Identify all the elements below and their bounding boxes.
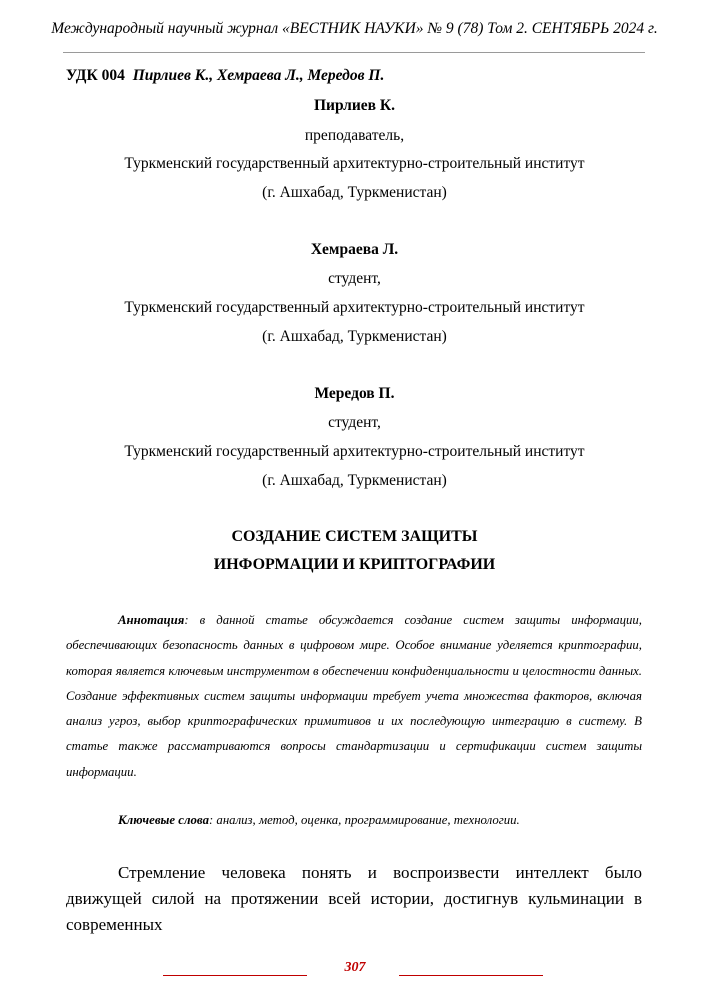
abstract [66, 608, 642, 785]
author-name: Пирлиев К. [313, 97, 396, 114]
page-number: 307 [344, 960, 366, 975]
article-title-line-1: СОЗДАНИЕ СИСТЕМ ЗАЩИТЫ [231, 528, 478, 545]
keywords-label: Ключевые слова [118, 813, 209, 827]
udk-label: УДК 004 [66, 67, 125, 84]
author-name: Мередов П. [314, 385, 395, 402]
header-rule [63, 52, 645, 53]
keywords-text: : анализ, метод, оценка, программирование, технологии. [208, 813, 520, 827]
footer-rule-right [399, 975, 543, 976]
author-institution: Туркменский государственный архитектурно-строительный институт [124, 299, 585, 316]
journal-header: Международный научный журнал «ВЕСТНИК НАУКИ» № 9 (78) Том 2. СЕНТЯБРЬ 2024 г. [51, 20, 658, 37]
udk-line [66, 67, 384, 85]
author-location: (г. Ашхабад, Туркменистан) [262, 472, 447, 489]
author-role: преподаватель, [304, 127, 405, 144]
author-role: студент, [328, 414, 381, 431]
author-name: Хемраева Л. [310, 241, 399, 258]
author-role: студент, [328, 270, 381, 287]
udk-authors: Пирлиев К., Хемраева Л., Мередов П. [132, 67, 385, 84]
keywords [118, 808, 648, 832]
author-location: (г. Ашхабад, Туркменистан) [262, 184, 447, 201]
abstract-text: : в данной статье обсуждается создание систем защиты информации, обеспечивающих безопасность данных в цифровом мире. Особое внимание уделяется криптографии, которая является ключевым инструментом в обеспечении конфиденциальности и целостности данных. Создание эффективных систем защиты информации требует учета множества факторов, включая анализ угроз, выбор криптографических примитивов и их последующую интеграцию в систему. В статье также рассматриваются вопросы стандартизации и сертификации систем защиты информации. [66, 613, 642, 779]
author-institution: Туркменский государственный архитектурно-строительный институт [124, 155, 585, 172]
author-institution: Туркменский государственный архитектурно-строительный институт [124, 443, 585, 460]
article-title-line-2: ИНФОРМАЦИИ И КРИПТОГРАФИИ [213, 556, 496, 573]
body-paragraph: Стремление человека понять и воспроизвести интеллект было движущей силой на протяжении всей истории, достигнув кульминации в современных [66, 863, 642, 934]
author-location: (г. Ашхабад, Туркменистан) [262, 328, 447, 345]
footer-rule-left [163, 975, 307, 976]
abstract-label: Аннотация [118, 613, 185, 627]
